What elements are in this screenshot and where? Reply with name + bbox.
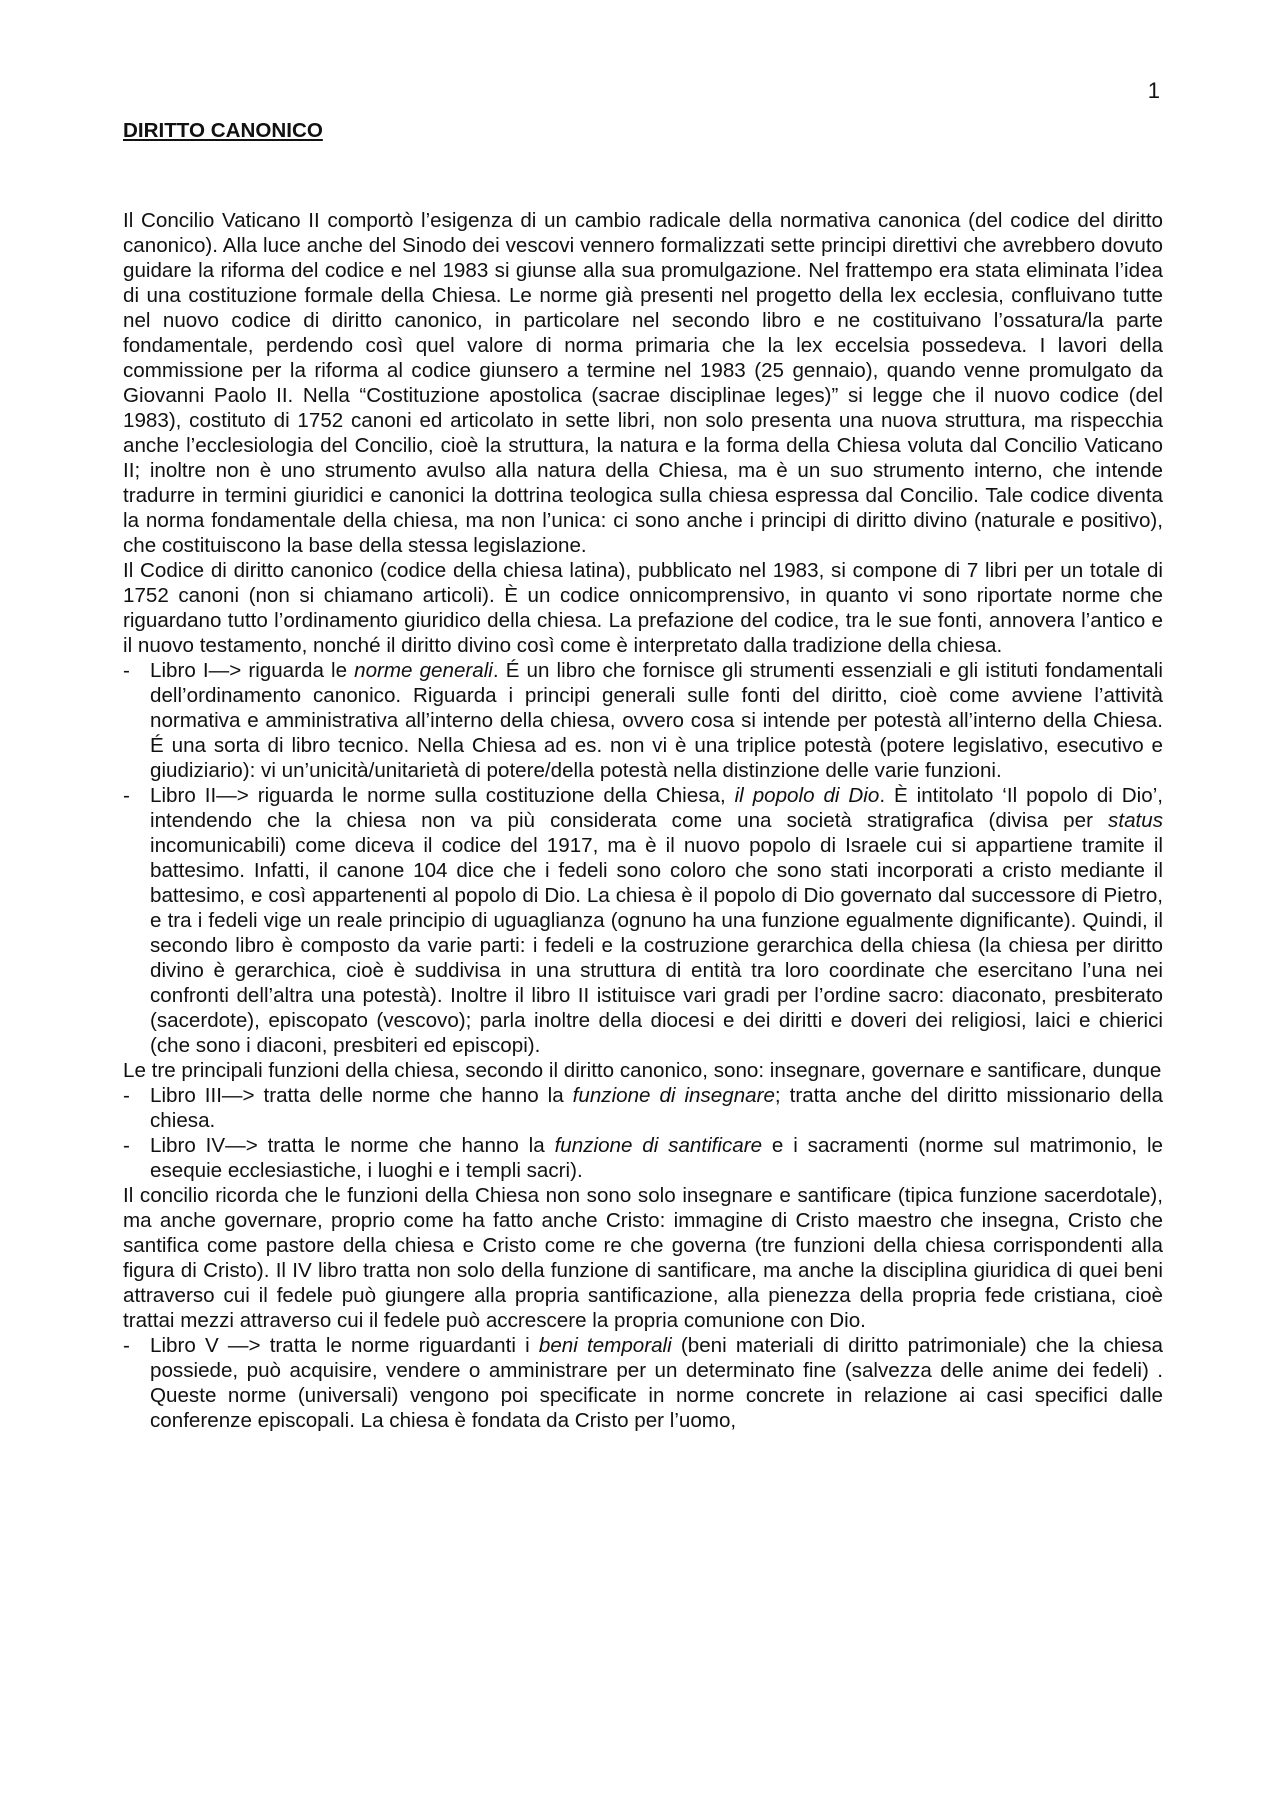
- book-item-2: - Libro II—> riguarda le norme sulla costituzione della Chiesa, il popolo di Dio. È intitolato ‘Il popolo di Dio’, intendendo che la chiesa non va più considerata come una società stratigrafica (divisa per status incomunicabili) come diceva il codice del 1917, ma è il nuovo popolo di Israele cui si appartiene tramite il battesimo. Infatti, il canone 104 dice che i fedeli sono coloro che sono stati incorporati a cristo mediante il battesimo, e così appartenenti al popolo di Dio. La chiesa è il popolo di Dio governato dal successore di Pietro, e tra i fedeli vige un reale principio di uguaglianza (ognuno ha una funzione egualmente dignificante). Quindi, il secondo libro è composto da varie parti: i fedeli e la costruzione gerarchica della chiesa (la chiesa per diritto divino è gerarchica, cioè è suddivisa in una struttura di entità tra loro coordinate che esercitano l’una nei confronti dell’altra una potestà). Inoltre il libro II istituisce vari gradi per l’ordine sacro: diaconato, presbiterato (sacerdote), episcopato (vescovo); parla inoltre della diocesi e dei diritti e doveri dei religiosi, laici e chierici (che sono i diaconi, presbiteri ed episcopi).: [123, 784, 1163, 1057]
- list-dash: -: [123, 1134, 130, 1157]
- book-item-1: - Libro I—> riguarda le norme generali. É un libro che fornisce gli strumenti essenziali e gli istituti fondamentali dell’ordinamento canonico. Riguarda i principi generali sulle fonti del diritto, cioè come avviene l’attività normativa e amministrativa all’interno della chiesa, ovvero cosa si intende per potestà all’interno della Chiesa. É una sorta di libro tecnico. Nella Chiesa ad es. non vi è una triplice potestà (potere legislativo, esecutivo e giudiziario): vi un’unicità/unitarietà di potere/della potestà nella distinzione delle varie funzioni.: [123, 659, 1163, 782]
- list-dash: -: [123, 784, 130, 807]
- book-list-3: [123, 1333, 1163, 1433]
- list-dash: -: [123, 1334, 130, 1357]
- list-dash: -: [123, 659, 130, 682]
- paragraph-concilio: Il concilio ricorda che le funzioni della Chiesa non sono solo insegnare e santificare (tipica funzione sacerdotale), ma anche governare, proprio come ha fatto anche Cristo: immagine di Cristo maestro che insegna, Cristo che santifica come pastore della chiesa e Cristo come re che governa (tre funzioni della chiesa corrispondenti alla figura di Cristo). Il IV libro tratta non solo della funzione di santificare, ma anche la disciplina giuridica di quei beni attraverso cui il fedele può giungere alla propria santificazione, alla pienezza della propria fede cristiana, cioè trattai mezzi attraverso cui il fedele può accrescere la propria comunione con Dio.: [123, 1184, 1163, 1332]
- paragraph-intro: Il Concilio Vaticano II comportò l’esigenza di un cambio radicale della normativa canonica (del codice del diritto canonico). Alla luce anche del Sinodo dei vescovi vennero formalizzati sette principi direttivi che avrebbero dovuto guidare la riforma del codice e nel 1983 si giunse alla sua promulgazione. Nel frattempo era stata eliminata l’idea di una costituzione formale della Chiesa. Le norme già presenti nel progetto della lex ecclesia, confluivano tutte nel nuovo codice di diritto canonico, in particolare nel secondo libro e ne costituivano l’ossatura/la parte fondamentale, perdendo così quel valore di norma primaria che la lex eccelsia possedeva. I lavori della commissione per la riforma al codice giunsero a termine nel 1983 (25 gennaio), quando venne promulgato da Giovanni Paolo II. Nella “Costituzione apostolica (sacrae disciplinae leges)” si legge che il nuovo codice (del 1983), costituto di 1752 canoni ed articolato in sette libri, non solo presenta una nuova struttura, ma rispecchia anche l’ecclesiologia del Concilio, cioè la struttura, la natura e la forma della Chiesa voluta dal Concilio Vaticano II; inoltre non è uno strumento avulso alla natura della Chiesa, ma è un suo strumento interno, che intende tradurre in termini giuridici e canonici la dottrina teologica sulla chiesa espressa dal Concilio. Tale codice diventa la norma fondamentale della chiesa, ma non l’unica: ci sono anche i principi di diritto divino (naturale e positivo), che costituiscono la base della stessa legislazione.: [123, 209, 1163, 557]
- document-body: [123, 118, 1163, 1433]
- book-item-4: - Libro IV—> tratta le norme che hanno la funzione di santificare e i sacramenti (norme sul matrimonio, le esequie ecclesiastiche, i luoghi e i templi sacri).: [123, 1134, 1163, 1182]
- page-number: 1: [1147, 78, 1160, 103]
- book-item-5: - Libro V —> tratta le norme riguardanti i beni temporali (beni materiali di diritto patrimoniale) che la chiesa possiede, può acquisire, vendere o amministrare per un determinato fine (salvezza delle anime dei fedeli) . Queste norme (universali) vengono poi specificate in norme concrete in relazione ai casi specifici dalle conferenze episcopali. La chiesa è fondata da Cristo per l’uomo,: [123, 1334, 1164, 1432]
- book-item-3: - Libro III—> tratta delle norme che hanno la funzione di insegnare; tratta anche del diritto missionario della chiesa.: [123, 1084, 1163, 1132]
- book-list-1: [123, 658, 1163, 1058]
- paragraph-funzioni: Le tre principali funzioni della chiesa, secondo il diritto canonico, sono: insegnare, governare e santificare, dunque: [123, 1059, 1162, 1082]
- paragraph-codice: Il Codice di diritto canonico (codice della chiesa latina), pubblicato nel 1983, si compone di 7 libri per un totale di 1752 canoni (non si chiamano articoli). È un codice onnicomprensivo, in quanto vi sono riportate norme che riguardano tutto l’ordinamento giuridico della chiesa. La prefazione del codice, tra le sue fonti, annovera l’antico e il nuovo testamento, nonché il diritto divino così come è interpretato dalla tradizione della chiesa.: [123, 559, 1163, 657]
- list-dash: -: [123, 1084, 130, 1107]
- document-title: DIRITTO CANONICO: [123, 119, 323, 142]
- book-list-2: [123, 1083, 1163, 1183]
